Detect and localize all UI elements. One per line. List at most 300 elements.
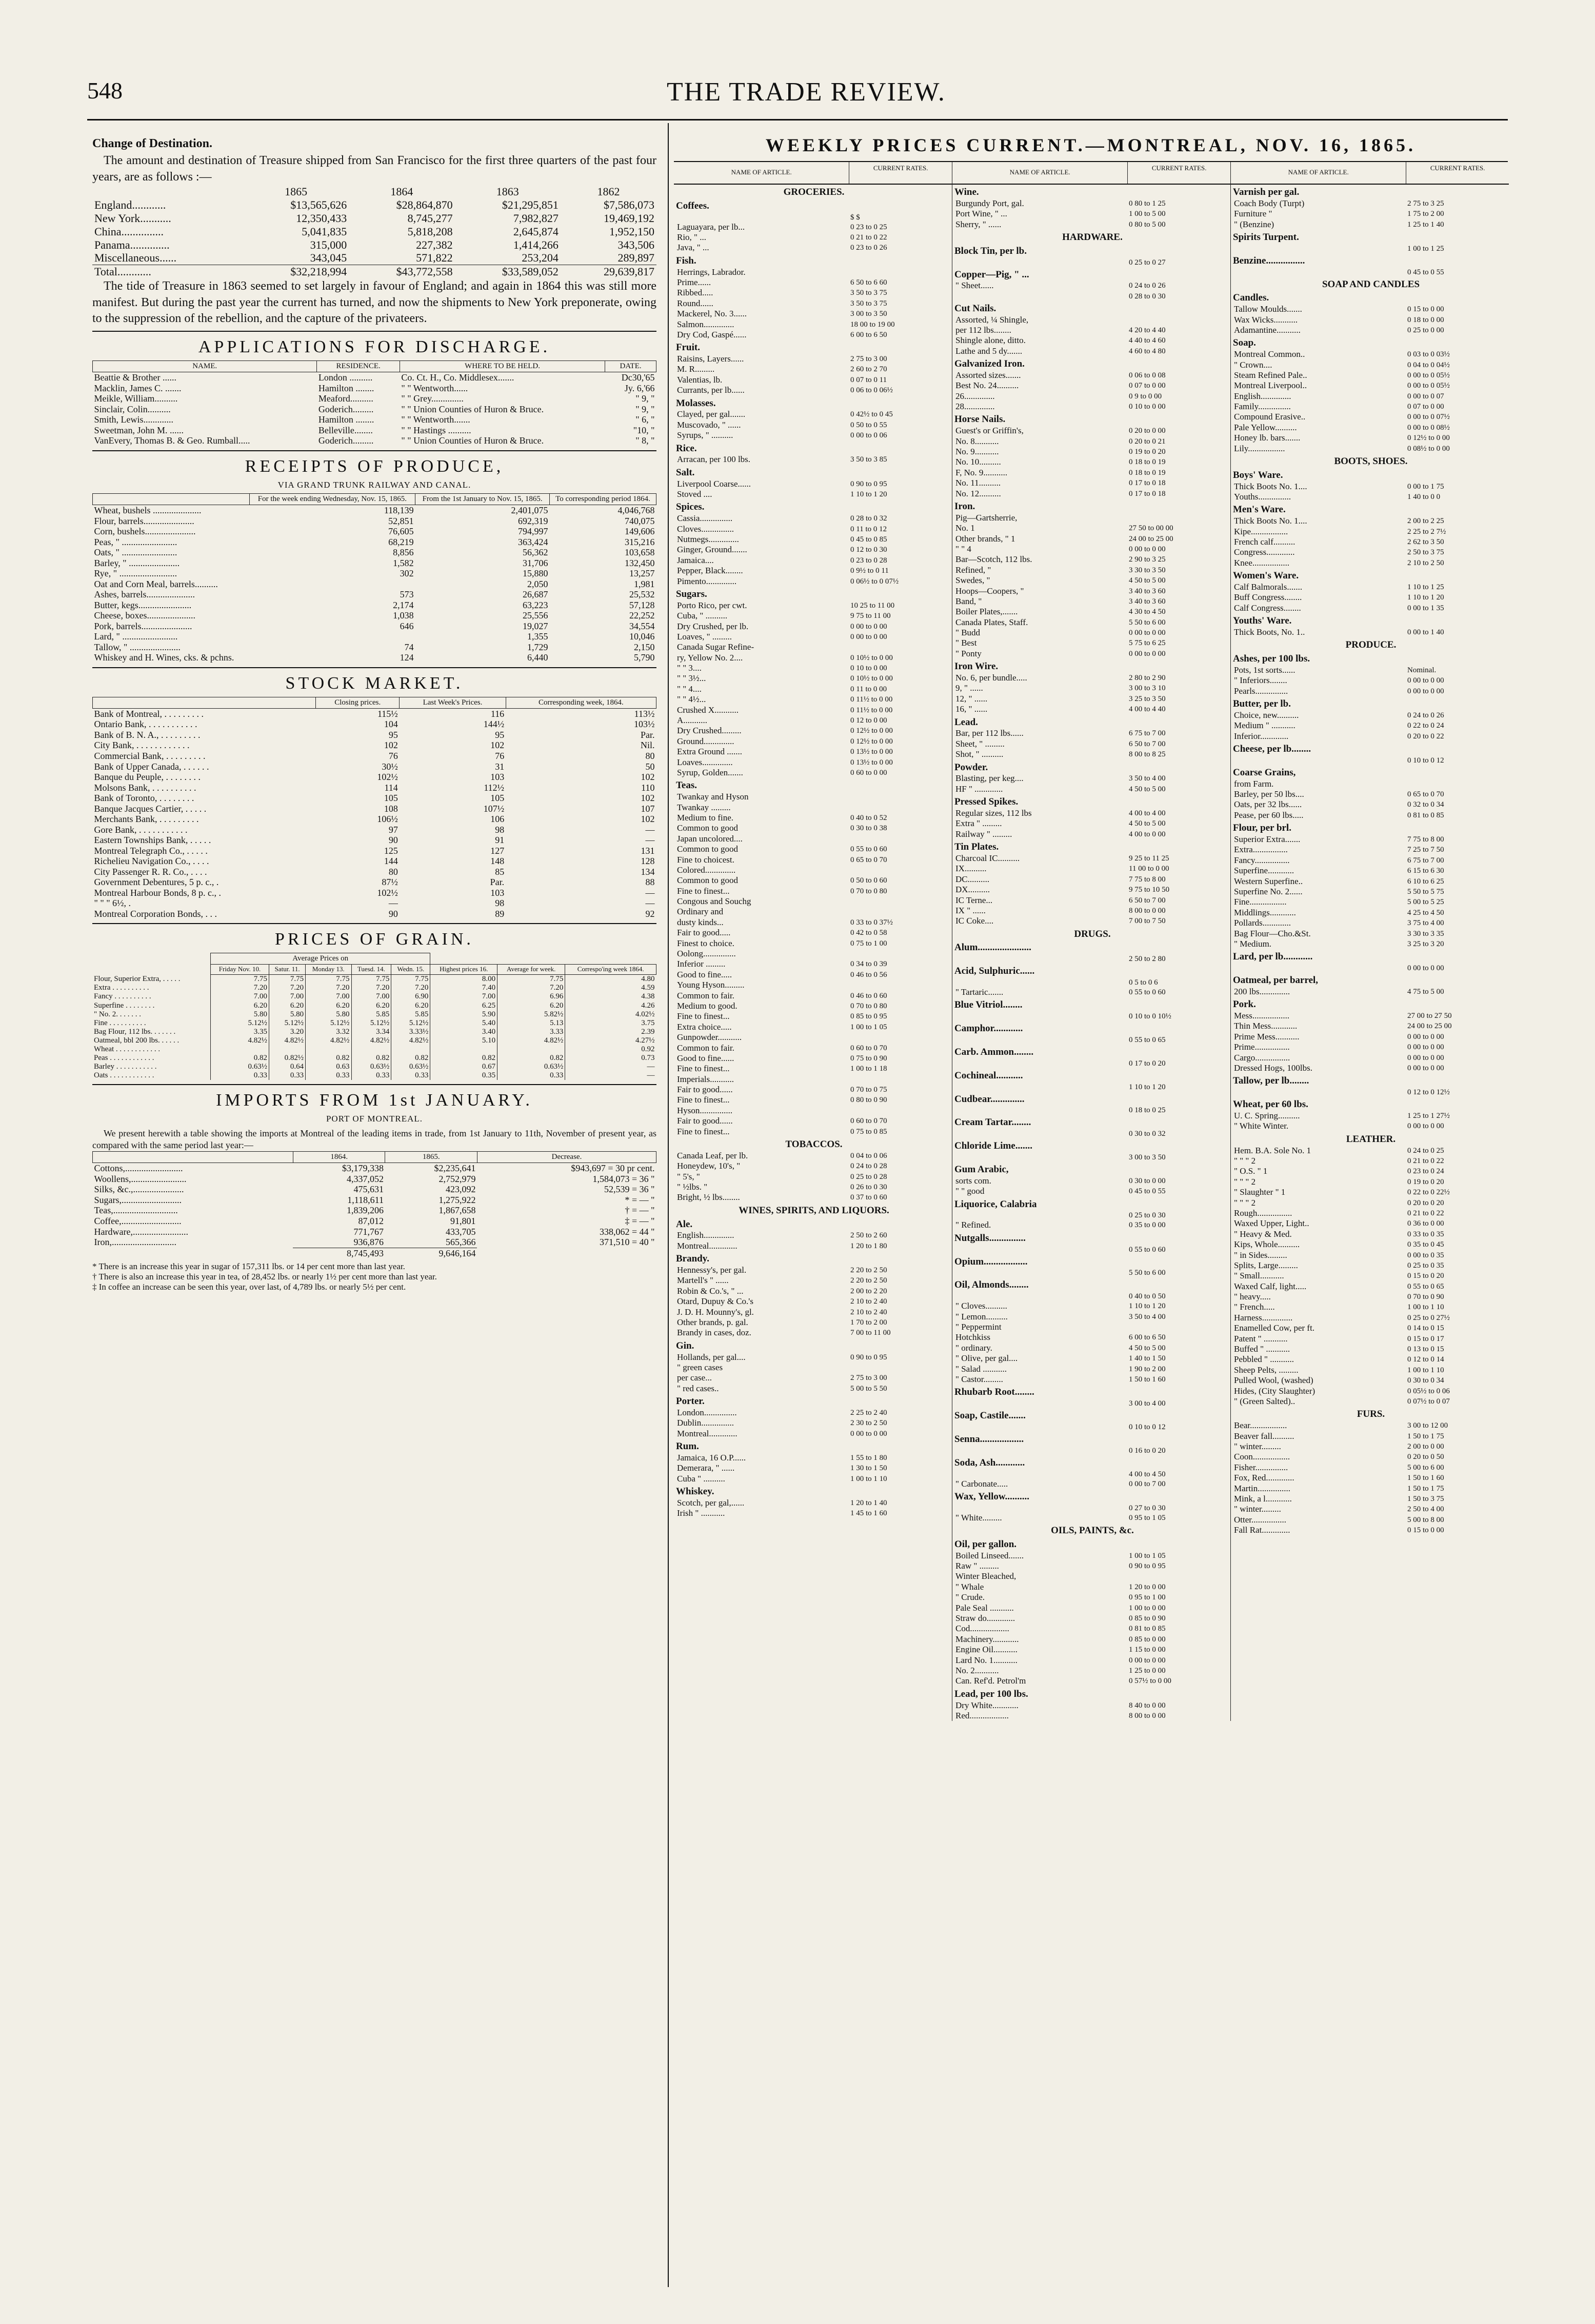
- category-heading: Ashes, per 100 lbs.: [1233, 653, 1310, 665]
- article-rate: 0 65 to 0 70: [850, 855, 887, 864]
- table-cell: 1,275,922: [438, 1194, 476, 1205]
- table-cell: 50: [645, 761, 655, 772]
- price-row: [674, 684, 952, 694]
- article-name: Engine Oil...........: [955, 1645, 1018, 1655]
- price-row: [952, 1186, 1230, 1196]
- article-rate: 0 45 to 0 55: [1407, 268, 1444, 276]
- column-header: For the week ending Wednesday, Nov. 15, 1865.: [249, 493, 415, 505]
- article-name: Port Wine, " ...: [955, 209, 1007, 219]
- category-heading: Soap, Castile.......: [954, 1410, 1026, 1421]
- article-name: " red cases..: [677, 1383, 719, 1393]
- cell-value: $13,565,626: [290, 198, 347, 211]
- price-row: [674, 938, 952, 949]
- table-cell: 3.35: [211, 1028, 269, 1036]
- table-cell: [211, 1045, 269, 1054]
- article-rate: 0 42½ to 0 45: [850, 410, 893, 419]
- table-row: [93, 621, 656, 632]
- category-heading: Lead, per 100 lbs.: [954, 1688, 1028, 1699]
- table-cell: 118,139: [384, 505, 414, 515]
- article-rate: 0 33 to 0 37½: [850, 918, 893, 927]
- table-cell: 6.96: [497, 992, 565, 1001]
- table-cell: 125: [384, 845, 398, 856]
- prices-current-table: [674, 161, 1508, 1721]
- price-row: [952, 1561, 1230, 1571]
- price-row: [952, 1624, 1230, 1634]
- table-cell: 144: [384, 856, 398, 867]
- article-rate: 4 75 to 5 00: [1407, 987, 1444, 996]
- category-heading: Salt.: [676, 467, 695, 478]
- article-rate: 0 34 to 0 39: [850, 960, 887, 969]
- table-cell: 6,440: [527, 652, 548, 663]
- article-name: Montreal.............: [677, 1240, 737, 1251]
- table-cell: Ashes, barrels.....................: [94, 589, 195, 600]
- category-heading: Coarse Grains,: [1233, 767, 1296, 778]
- price-row: [1231, 1063, 1509, 1073]
- table-cell: 112½: [484, 782, 505, 793]
- table-cell: Barley . . . . . . . . . . .: [94, 1063, 157, 1071]
- article-rate: 9 75 to 11 00: [850, 612, 891, 620]
- article-name: " Cloves..........: [955, 1301, 1007, 1311]
- article-rate: 2 50 to 2 60: [850, 1231, 887, 1240]
- price-row: [1231, 1250, 1509, 1260]
- price-row: [674, 545, 952, 555]
- table-row: [93, 835, 656, 846]
- table-cell: " " Hastings ..........: [401, 425, 471, 435]
- price-row: [674, 1127, 952, 1137]
- section-rule: [92, 923, 656, 924]
- total-row: [92, 265, 656, 278]
- category-heading: Oil, Almonds........: [954, 1279, 1029, 1291]
- article-rate: [1129, 513, 1230, 523]
- current-rates-header: CURRENT RATES.: [1151, 164, 1207, 172]
- article-name: Refined, ": [955, 565, 991, 575]
- article-rate: 0 20 to 0 21: [1129, 437, 1166, 446]
- section-rule: [92, 331, 656, 332]
- table-cell: $2,235,641: [434, 1163, 476, 1174]
- price-row: [674, 243, 952, 253]
- table-cell: 0.33: [306, 1071, 351, 1080]
- price-row: [674, 834, 952, 844]
- table-cell: Montreal Harbour Bonds, 8 p. c., .: [94, 887, 221, 898]
- price-row: [952, 1613, 1230, 1624]
- article-rate: 0 85 to 0 00: [1129, 1635, 1166, 1644]
- article-name: Liverpool Coarse......: [677, 478, 751, 489]
- price-row: [952, 683, 1230, 693]
- category-heading: Rice.: [676, 443, 697, 454]
- article-rate: 18 00 to 19 00: [850, 320, 895, 329]
- article-name: " " " 2: [1234, 1176, 1256, 1187]
- article-rate: 0 07 to 0 11: [850, 375, 887, 384]
- article-rate: 0 23 to 0 24: [1407, 1167, 1444, 1176]
- destination-text: The tide of Treasure in 1863 seemed to set largely in favour of England; and again in 1864 this was still more manifest. But during the past year the current has turned, and now the shipments to New York preponerate, owing to the suppression of the rebellion, and the capture of the privateers.: [92, 279, 656, 325]
- table-cell: 4.59: [565, 984, 656, 992]
- table-cell: Peas, " ........................: [94, 536, 177, 547]
- article-name: Colored..............: [677, 865, 736, 875]
- price-row: [674, 1317, 952, 1328]
- table-cell: 76: [495, 750, 505, 761]
- table-cell: 7.75: [497, 975, 565, 984]
- article-name: Pimento..............: [677, 576, 737, 586]
- article-name: Wax Wicks...........: [1234, 314, 1298, 325]
- article-rate: 6 00 to 6 50: [1129, 1333, 1166, 1342]
- price-row: [1231, 627, 1509, 637]
- article-rate: 4 50 to 5 00: [1129, 819, 1166, 828]
- article-rate: 0 20 to 0 20: [1407, 1198, 1444, 1207]
- price-row: [952, 694, 1230, 704]
- table-cell: 106: [490, 814, 505, 825]
- price-row: [674, 736, 952, 747]
- article-rate: 6 50 to 7 00: [1129, 739, 1166, 748]
- price-row: [1231, 1292, 1509, 1302]
- article-name: French calf..........: [1234, 536, 1295, 547]
- article-rate: 0 70 to 0 75: [850, 1086, 887, 1094]
- article-rate: 0 24 to 0 28: [850, 1162, 887, 1171]
- article-name: Fall Rat.............: [1234, 1525, 1290, 1535]
- cell-value: 12,350,433: [296, 211, 347, 225]
- table-cell: 2.39: [565, 1028, 656, 1036]
- table-cell: " " Union Counties of Huron & Bruce.: [401, 435, 544, 446]
- category-heading: Rum.: [676, 1441, 699, 1452]
- price-row: [952, 728, 1230, 738]
- article-rate: 0 13½ to 0 00: [850, 748, 893, 756]
- price-row: [674, 232, 952, 243]
- table-cell: 4.82½: [211, 1036, 269, 1045]
- column-header: RESIDENCE.: [317, 361, 400, 372]
- article-name: 9, " ......: [955, 683, 983, 693]
- article-name: from Farm.: [1234, 778, 1274, 789]
- article-name: Kips, Whole..........: [1234, 1239, 1300, 1250]
- table-row: [93, 846, 656, 856]
- cell-value: $28,864,870: [396, 198, 453, 211]
- article-name: Syrups, " ..........: [677, 430, 733, 440]
- price-row: [674, 611, 952, 621]
- cell-value: $32,218,994: [243, 265, 349, 278]
- price-row: [1231, 244, 1509, 253]
- article-rate: 0 00 to 0 07: [1407, 392, 1444, 400]
- column-header: WHERE TO BE HELD.: [400, 361, 605, 372]
- table-cell: [477, 1248, 656, 1258]
- article-rate: 0 16 to 0 20: [1129, 1446, 1166, 1455]
- article-rate: 0 24 to 0 26: [1129, 282, 1166, 290]
- column-header: Monday 13.: [306, 965, 351, 975]
- table-row: [93, 877, 656, 888]
- article-rate: 0 12½ to 0 00: [1407, 434, 1450, 443]
- table-cell: Coffee,..........................: [94, 1215, 182, 1226]
- article-name: Knee.................: [1234, 557, 1290, 568]
- table-cell: 85: [495, 866, 505, 877]
- price-row: [674, 642, 952, 652]
- price-row: [952, 1513, 1230, 1523]
- price-row: [1231, 1323, 1509, 1333]
- cell-value: 29,639,817: [561, 265, 656, 278]
- article-name: Japan uncolored....: [677, 833, 743, 844]
- price-row: [952, 987, 1230, 997]
- article-rate: 0 32 to 0 34: [1407, 800, 1444, 809]
- table-cell: 8,745,493: [293, 1248, 385, 1258]
- article-name: Pale Seal ...........: [955, 1602, 1014, 1613]
- article-rate: 0 20 to 0 00: [1129, 427, 1166, 435]
- price-row: [674, 354, 952, 364]
- table-row: [93, 1195, 656, 1206]
- article-rate: 2 75 to 3 00: [850, 355, 887, 364]
- table-cell: Dc30,'65: [621, 372, 655, 383]
- column-header-row: [1231, 162, 1509, 185]
- article-name: Other brands, " 1: [955, 533, 1015, 544]
- article-rate: 0 50 to 0 55: [850, 420, 887, 429]
- article-name: [952, 1398, 1129, 1408]
- table-cell: 6.20: [211, 1001, 269, 1010]
- article-rate: 0 45 to 0 85: [850, 535, 887, 544]
- article-rate: 4 00 to 4 00: [1129, 809, 1166, 817]
- table-cell: " 8, ": [635, 435, 655, 446]
- price-row: [674, 1429, 952, 1439]
- table-cell: Eastern Townships Bank, . . . . .: [94, 835, 211, 846]
- category-heading: Sugars.: [676, 588, 707, 599]
- article-name: Fine to finest...: [677, 1011, 730, 1021]
- table-cell: Montreal Telegraph Co., . . . . .: [94, 845, 208, 856]
- table-cell: Gore Bank, . . . . . . . . . . .: [94, 824, 188, 835]
- table-cell: 128: [641, 856, 655, 867]
- table-cell: Hardware,........................: [94, 1226, 188, 1237]
- article-name: Fine to finest...: [677, 1126, 730, 1136]
- price-row: [952, 1176, 1230, 1186]
- price-row: [952, 673, 1230, 683]
- table-cell: 31,706: [523, 557, 548, 568]
- prices-column: [674, 162, 952, 1721]
- article-name: Ground..............: [677, 736, 734, 746]
- article-name: " " 3....: [677, 663, 702, 673]
- table-cell: 106½: [377, 814, 398, 825]
- table-cell: " No. 2. . . . . . .: [94, 1010, 141, 1018]
- table-cell: Superfine . . . . . . . .: [94, 1001, 155, 1010]
- table-cell: 6.20: [497, 1001, 565, 1010]
- table-cell: 1,118,611: [347, 1194, 384, 1205]
- cell-value: 2,645,874: [513, 225, 559, 238]
- article-name: Mackerel, No. 3......: [677, 309, 747, 319]
- table-cell: 7.20: [306, 984, 351, 992]
- table-cell: Montreal Corporation Bonds, . . .: [94, 908, 217, 919]
- article-rate: 1 70 to 2 00: [850, 1318, 887, 1327]
- table-cell: [430, 1045, 497, 1054]
- table-cell: 363,424: [518, 536, 548, 547]
- table-cell: 315,216: [625, 536, 655, 547]
- price-row: [952, 457, 1230, 467]
- table-row: [93, 730, 656, 740]
- category-heading: Chloride Lime.......: [954, 1140, 1032, 1152]
- table-cell: 338,062 = 44 ": [600, 1226, 655, 1237]
- price-row: [1231, 918, 1509, 928]
- article-name: Western Superfine..: [1234, 876, 1303, 886]
- price-row: [674, 1001, 952, 1011]
- table-cell: 5.12½: [351, 1019, 391, 1028]
- article-rate: 27 50 to 00 00: [1129, 524, 1173, 533]
- section-rule: [92, 1084, 656, 1085]
- article-rate: 0 5 to 0 6: [1129, 978, 1158, 987]
- category-heading: Benzine................: [1233, 255, 1305, 266]
- table-cell: 1,582: [393, 557, 414, 568]
- table-cell: Silks, &c.,......................: [94, 1184, 184, 1195]
- article-name: " Lemon..........: [955, 1311, 1008, 1321]
- article-name: Raw " .........: [955, 1561, 999, 1571]
- table-cell: " " Union Counties of Huron & Bruce.: [401, 404, 544, 414]
- article-rate: 0 18 to 0 25: [1129, 1106, 1166, 1115]
- article-rate: 0 07 to 0 00: [1407, 403, 1444, 411]
- table-row: [93, 1216, 656, 1227]
- article-name: Bright, ½ lbs........: [677, 1192, 740, 1203]
- article-rate: 0 22 to 0 22½: [1407, 1188, 1450, 1197]
- table-cell: 105: [490, 793, 505, 804]
- article-rate: [850, 949, 952, 959]
- price-row: [1231, 1515, 1509, 1525]
- price-row: [674, 1192, 952, 1203]
- table-cell: Flour, Superior Extra, . . . . .: [94, 974, 181, 983]
- article-rate: 3 00 to 3 50: [1129, 1153, 1166, 1162]
- article-name: Dry Crushed.........: [677, 726, 742, 736]
- article-rate: 0 00 to 0 00: [1407, 1064, 1444, 1073]
- table-cell: 740,075: [625, 515, 655, 526]
- table-cell: VanEvery, Thomas B. & Geo. Rumball.....: [94, 435, 250, 446]
- article-name: Common to fair.: [677, 990, 734, 1000]
- article-name: No. 8...........: [955, 436, 999, 446]
- table-row: [92, 1045, 656, 1054]
- price-row: [1231, 1281, 1509, 1292]
- price-row: [1231, 866, 1509, 876]
- table-cell: 5.90: [430, 1010, 497, 1019]
- table-cell: 4.26: [565, 1001, 656, 1010]
- article-name: Otard, Dupuy & Co.'s: [677, 1296, 753, 1307]
- price-row: [1231, 603, 1509, 613]
- article-rate: 0 11½ to 0 00: [850, 695, 893, 704]
- article-name: " in Sides.........: [1234, 1250, 1287, 1260]
- produce-title: RECEIPTS OF PRODUCE,: [245, 456, 504, 476]
- price-row: [952, 1082, 1230, 1092]
- article-name: Canada Sugar Refine-: [677, 642, 754, 652]
- table-cell: [249, 631, 415, 642]
- article-name: M. R.........: [677, 364, 715, 374]
- article-name: Irish " ...........: [677, 1508, 725, 1518]
- table-cell: Cottons,.........................: [94, 1163, 183, 1174]
- article-rate: 2 00 to 2 25: [1407, 517, 1444, 526]
- price-row: [674, 566, 952, 576]
- article-rate: 0 25 to 0 00: [1407, 326, 1444, 334]
- table-cell: —: [645, 824, 655, 835]
- table-cell: 98: [495, 898, 505, 909]
- table-row: [93, 568, 656, 579]
- article-name: HF " .............: [955, 784, 1003, 794]
- table-cell: Oatmeal, bbl 200 lbs. . . . . .: [94, 1036, 180, 1045]
- price-row: [674, 555, 952, 566]
- price-row: [674, 1408, 952, 1418]
- article-rate: 0 46 to 0 60: [850, 991, 887, 1000]
- price-row: [674, 375, 952, 385]
- table-cell: 25,532: [629, 589, 655, 600]
- table-cell: † = — ": [625, 1205, 655, 1216]
- price-row: [1231, 1166, 1509, 1176]
- stock-table: [92, 697, 656, 919]
- table-row: [92, 212, 656, 225]
- table-cell: Sinclair, Colin..........: [94, 404, 171, 414]
- article-rate: 8 00 to 0 00: [1129, 1711, 1166, 1720]
- price-row: [1231, 1229, 1509, 1239]
- table-row: [93, 898, 656, 909]
- article-name: Swedes, ": [955, 575, 990, 586]
- article-rate: 0 08½ to 0 00: [1407, 444, 1450, 453]
- article-name: Honey lb. bars.......: [1234, 433, 1301, 443]
- article-rate: 0 30 to 0 00: [1129, 1176, 1166, 1185]
- article-rate: 7 75 to 8 00: [1129, 875, 1166, 884]
- stock-section: [92, 673, 656, 919]
- price-row: [952, 1210, 1230, 1220]
- table-cell: Extra . . . . . . . . . .: [94, 984, 149, 992]
- price-row: [674, 1032, 952, 1043]
- price-row: [674, 1265, 952, 1275]
- article-rate: 0 14 to 0 15: [1407, 1324, 1444, 1333]
- article-rate: 0 17 to 0 18: [1129, 489, 1166, 498]
- table-cell: 98: [495, 824, 505, 835]
- article-rate: 0 60 to 0 00: [850, 768, 887, 777]
- article-name: Extra Ground .......: [677, 747, 743, 757]
- price-row: [1231, 391, 1509, 402]
- article-rate: 1 20 to 1 80: [850, 1241, 887, 1250]
- article-name: " Small...........: [1234, 1271, 1284, 1281]
- article-name: Arracan, per 100 lbs.: [677, 454, 751, 465]
- price-row: [952, 808, 1230, 818]
- table-cell: 104: [384, 719, 398, 730]
- table-cell: 6.20: [391, 1001, 430, 1010]
- price-row: [674, 1474, 952, 1484]
- price-row: [674, 1106, 952, 1116]
- table-cell: 103: [490, 772, 505, 783]
- table-row: [93, 814, 656, 825]
- article-name: " green cases: [677, 1362, 723, 1372]
- price-row: [674, 792, 952, 802]
- table-cell: 87,012: [358, 1215, 384, 1226]
- table-cell: —: [565, 1063, 656, 1071]
- article-rate: [850, 792, 952, 802]
- article-name: Tallow Moulds.......: [1234, 304, 1302, 314]
- name-of-article-header: NAME OF ARTICLE.: [952, 162, 1128, 184]
- article-name: [1231, 244, 1407, 253]
- table-row: [93, 505, 656, 515]
- price-row: [952, 380, 1230, 391]
- article-name: Superfine............: [1234, 866, 1294, 876]
- table-cell: 108: [384, 803, 398, 814]
- article-name: [952, 1011, 1129, 1021]
- category-heading: Ale.: [676, 1218, 693, 1230]
- table-cell: 5.12½: [306, 1019, 351, 1028]
- price-row: [674, 1328, 952, 1338]
- table-row: [93, 526, 656, 537]
- table-cell: 0.73: [565, 1054, 656, 1063]
- article-rate: 3 30 to 3 50: [1129, 566, 1166, 574]
- table-cell: $943,697 = 30 pr cent.: [571, 1163, 655, 1174]
- article-rate: 0 00 to 0 00: [1407, 1043, 1444, 1052]
- category-heading: Teas.: [676, 780, 697, 791]
- table-row: [93, 719, 656, 730]
- section-rule: [92, 450, 656, 451]
- article-name: Blasting, per keg....: [955, 773, 1024, 784]
- price-row: [952, 895, 1230, 906]
- article-rate: 0 42 to 0 58: [850, 929, 887, 937]
- article-rate: 0 30 to 0 34: [1407, 1376, 1444, 1385]
- article-name: Thick Boots No. 1....: [1234, 481, 1307, 491]
- table-cell: Wheat, bushels .....................: [94, 505, 202, 515]
- article-name: Bag Flour—Cho.&St.: [1234, 928, 1311, 938]
- article-rate: 0 17 to 0 20: [1129, 1059, 1166, 1068]
- article-name: " " " 2: [1234, 1155, 1256, 1166]
- column-header: To corresponding period 1864.: [550, 493, 656, 505]
- price-row: [674, 1064, 952, 1074]
